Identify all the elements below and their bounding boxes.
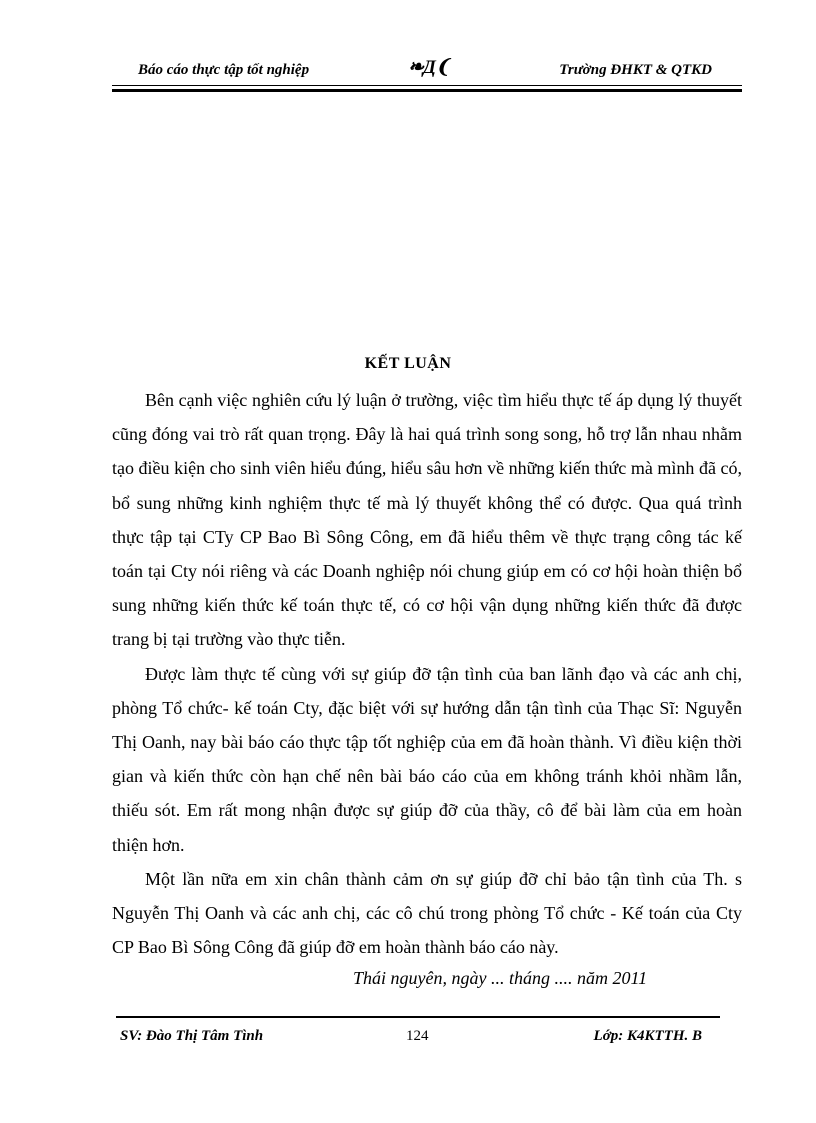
page-footer xyxy=(116,1028,720,1050)
body-text xyxy=(112,383,742,964)
paragraph-1: Bên cạnh việc nghiên cứu lý luận ở trường, việc tìm hiểu thực tế áp dụng lý thuyết cũng đóng vai trò rất quan trọng. Đây là hai quá trình song song, hỗ trợ lẫn nhau nhằm tạo điều kiện cho sinh viên hiểu đúng, hiểu sâu hơn về những kiến thức mà mình đã có, bổ sung những kinh nghiệm thực tế mà lý thuyết không thể có được. Qua quá trình thực tập tại CTy CP Bao Bì Sông Công, em đã hiểu thêm về thực trạng công tác kế toán tại Cty nói riêng và các Doanh nghiệp nói chung giúp em có cơ hội hoàn thiện bổ sung những kiến thức kế toán thực tế, có cơ hội vận dụng những kiến thức đã được trang bị tại trường vào thực tiễn. xyxy=(112,390,742,650)
header-rule-thin xyxy=(112,85,742,86)
header-ornament: ❧Д❨ xyxy=(408,57,450,78)
header-rule-thick xyxy=(112,89,742,92)
header-report-title: Báo cáo thực tập tốt nghiệp xyxy=(138,62,310,78)
page-title: KẾT LUẬN xyxy=(364,355,452,372)
footer-student-name: SV: Đào Thị Tâm Tình xyxy=(120,1028,264,1044)
page-header xyxy=(112,56,742,82)
footer-rule xyxy=(116,1016,720,1018)
footer-class: Lớp: K4KTTH. B xyxy=(593,1028,702,1044)
signature-date-line: Thái nguyên, ngày ... tháng .... năm 2011 xyxy=(353,968,648,988)
page-number: 124 xyxy=(406,1028,429,1044)
paragraph-3: Một lần nữa em xin chân thành cảm ơn sự giúp đỡ chỉ bảo tận tình của Th. s Nguyễn Thị Oanh và các anh chị, các cô chú trong phòng Tổ chức - Kế toán của Cty CP Bao Bì Sông Công đã giúp đỡ em hoàn thành báo cáo này. xyxy=(112,868,742,958)
header-school-name: Trường ĐHKT & QTKD xyxy=(559,62,712,78)
paragraph-2: Được làm thực tế cùng với sự giúp đỡ tận tình của ban lãnh đạo và các anh chị, phòng Tổ chức- kế toán Cty, đặc biệt với sự hướng dẫn tận tình của Thạc Sĩ: Nguyễn Thị Oanh, nay bài báo cáo thực tập tốt nghiệp của em đã hoàn thành. Vì điều kiện thời gian và kiến thức còn hạn chế nên bài báo cáo của em không tránh khỏi nhầm lẫn, thiếu sót. Em rất mong nhận được sự giúp đỡ của thầy, cô để bài làm của em hoàn thiện hơn. xyxy=(112,663,742,855)
